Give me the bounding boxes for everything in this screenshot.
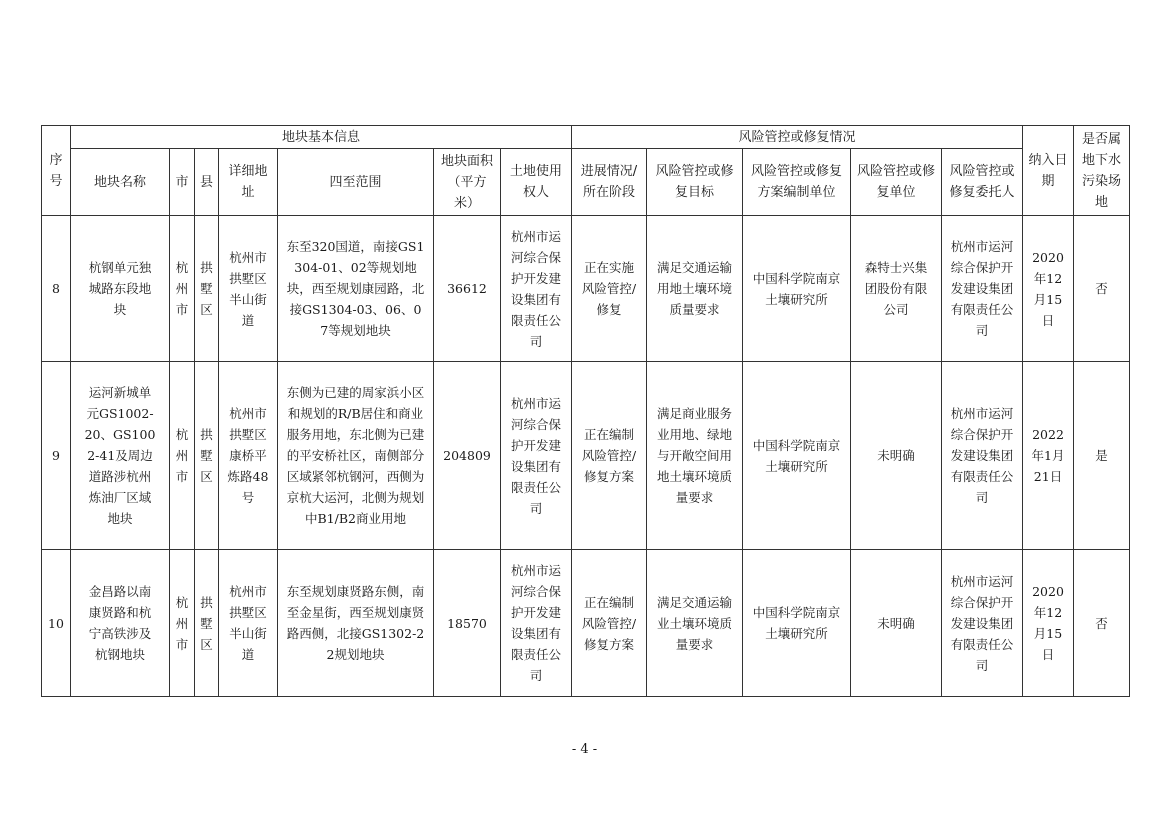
cell-groundwater: 是: [1074, 362, 1130, 550]
cell-city: 杭州市: [170, 216, 195, 362]
cell-target: 满足交通运输业土壤环境质量要求: [647, 550, 743, 697]
cell-progress: 正在编制风险管控/修复方案: [572, 550, 647, 697]
cell-address: 杭州市拱墅区半山街道: [219, 216, 278, 362]
cell-range: 东侧为已建的周家浜小区和规划的R/B居住和商业服务用地，东北侧为已建的平安桥社区，南侧部分区域紧邻杭钢河，西侧为京杭大运河，北侧为规划中B1/B2商业用地: [278, 362, 434, 550]
header-groundwater: 是否属地下水污染场地: [1074, 126, 1130, 216]
header-risk-info: 风险管控或修复情况: [572, 126, 1023, 149]
cell-area: 36612: [434, 216, 501, 362]
cell-progress: 正在编制风险管控/修复方案: [572, 362, 647, 550]
cell-county: 拱墅区: [195, 550, 219, 697]
header-address: 详细地址: [219, 149, 278, 216]
cell-county: 拱墅区: [195, 216, 219, 362]
header-target: 风险管控或修复目标: [647, 149, 743, 216]
cell-client: 杭州市运河综合保护开发建设集团有限责任公司: [942, 550, 1023, 697]
contaminated-sites-table: [41, 125, 1130, 697]
cell-progress: 正在实施风险管控/修复: [572, 216, 647, 362]
cell-client: 杭州市运河综合保护开发建设集团有限责任公司: [942, 216, 1023, 362]
header-county: 县: [195, 149, 219, 216]
cell-range: 东至320国道，南接GS1304-01、02等规划地块，西至规划康园路，北接GS1304-03、06、07等规划地块: [278, 216, 434, 362]
cell-target: 满足交通运输用地土壤环境质量要求: [647, 216, 743, 362]
cell-owner: 杭州市运河综合保护开发建设集团有限责任公司: [501, 550, 572, 697]
page-number: - 4 -: [571, 742, 598, 757]
cell-date: 2022年1月21日: [1023, 362, 1074, 550]
table-row: [42, 216, 1130, 362]
cell-groundwater: 否: [1074, 216, 1130, 362]
cell-plan-unit: 中国科学院南京土壤研究所: [743, 550, 851, 697]
header-basic-info: 地块基本信息: [71, 126, 572, 149]
cell-name: 金昌路以南康贤路和杭宁高铁涉及杭钢地块: [71, 550, 170, 697]
header-owner: 土地使用权人: [501, 149, 572, 216]
cell-area: 18570: [434, 550, 501, 697]
header-city: 市: [170, 149, 195, 216]
cell-unit: 未明确: [851, 362, 942, 550]
table-row: [42, 550, 1130, 697]
cell-target: 满足商业服务业用地、绿地与开敞空间用地土壤环境质量要求: [647, 362, 743, 550]
cell-date: 2020年12月15日: [1023, 550, 1074, 697]
cell-name: 杭钢单元独城路东段地块: [71, 216, 170, 362]
header-date: 纳入日期: [1023, 126, 1074, 216]
header-area: 地块面积（平方米）: [434, 149, 501, 216]
header-range: 四至范围: [278, 149, 434, 216]
cell-owner: 杭州市运河综合保护开发建设集团有限责任公司: [501, 216, 572, 362]
cell-range: 东至规划康贤路东侧，南至金星街，西至规划康贤路西侧，北接GS1302-22规划地块: [278, 550, 434, 697]
cell-client: 杭州市运河综合保护开发建设集团有限责任公司: [942, 362, 1023, 550]
cell-address: 杭州市拱墅区康桥平炼路48号: [219, 362, 278, 550]
cell-seq: 8: [42, 216, 71, 362]
cell-date: 2020年12月15日: [1023, 216, 1074, 362]
cell-plan-unit: 中国科学院南京土壤研究所: [743, 216, 851, 362]
cell-seq: 10: [42, 550, 71, 697]
cell-county: 拱墅区: [195, 362, 219, 550]
table-row: [42, 362, 1130, 550]
cell-owner: 杭州市运河综合保护开发建设集团有限责任公司: [501, 362, 572, 550]
cell-city: 杭州市: [170, 362, 195, 550]
cell-seq: 9: [42, 362, 71, 550]
header-unit: 风险管控或修复单位: [851, 149, 942, 216]
cell-area: 204809: [434, 362, 501, 550]
header-seq: 序号: [42, 126, 71, 216]
cell-city: 杭州市: [170, 550, 195, 697]
header-progress: 进展情况/所在阶段: [572, 149, 647, 216]
cell-unit: 未明确: [851, 550, 942, 697]
header-client: 风险管控或修复委托人: [942, 149, 1023, 216]
cell-address: 杭州市拱墅区半山街道: [219, 550, 278, 697]
header-name: 地块名称: [71, 149, 170, 216]
cell-plan-unit: 中国科学院南京土壤研究所: [743, 362, 851, 550]
cell-unit: 森特士兴集团股份有限公司: [851, 216, 942, 362]
cell-groundwater: 否: [1074, 550, 1130, 697]
header-plan-unit: 风险管控或修复方案编制单位: [743, 149, 851, 216]
cell-name: 运河新城单元GS1002-20、GS1002-41及周边道路涉杭州炼油厂区域地块: [71, 362, 170, 550]
